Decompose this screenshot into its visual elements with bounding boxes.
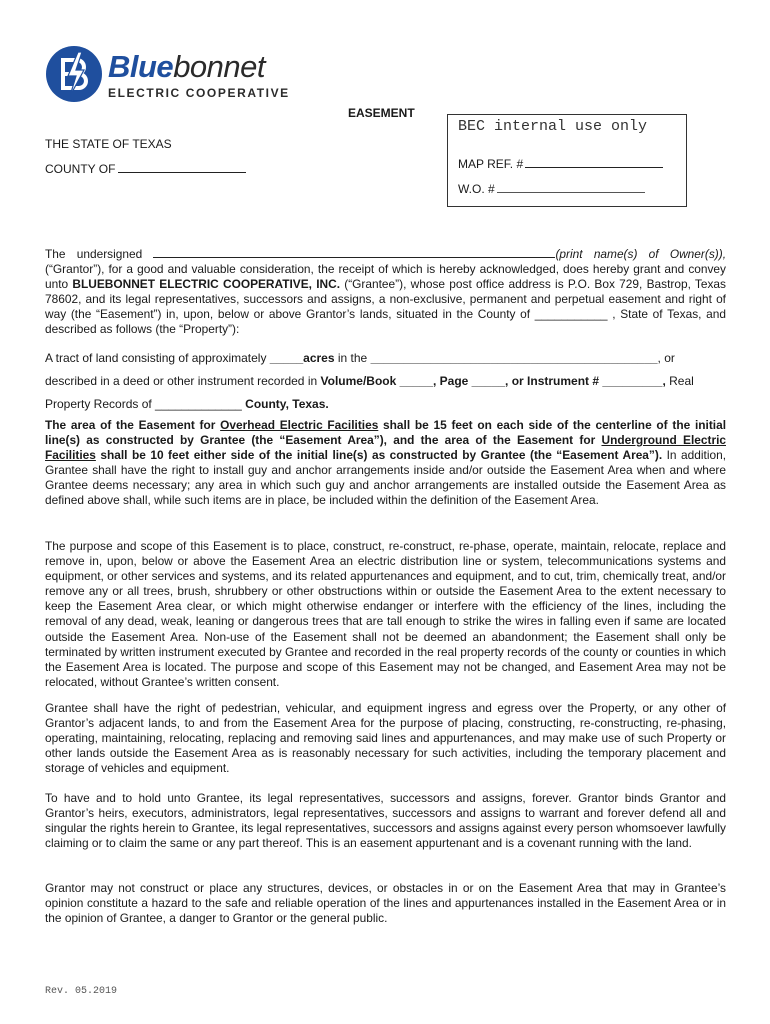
tract-row-acres — [45, 351, 726, 365]
easement-area-text: shall be 15 feet on each side of the centerline of the initial line(s) as constructed by Grantee (the “Easement Area”), and the area of the Easement for — [45, 418, 726, 448]
county-blank-line[interactable] — [118, 160, 246, 173]
grant-text-b: (“Grantee”), whose post office address is P.O. Box 729, Bastrop, Texas 78602, and its legal representatives, successors and assigns, a non-exclusive, permanent and perpetual easement and right of way (the “Easement”) in, upon, below or above Grantor’s lands, situated in the County of — [45, 277, 726, 322]
tract-text: Real — [665, 374, 694, 388]
map-ref-blank-line[interactable] — [525, 155, 663, 168]
easement-area-text: shall be 10 feet either side of the initial line(s) as constructed by Grantee (the “Easement Area”). — [95, 448, 663, 463]
grant-paragraph — [45, 246, 726, 338]
logo-tagline: ELECTRIC COOPERATIVE — [108, 86, 290, 100]
internal-use-title: BEC internal use only — [458, 118, 648, 135]
county-of-blank[interactable]: ___________ — [534, 307, 608, 322]
map-ref-label: MAP REF. # — [458, 157, 524, 171]
tract-text: A tract of land consisting of approximately — [45, 351, 270, 365]
easement-area-paragraph — [45, 418, 726, 509]
easement-area-text: The area of the Easement for — [45, 418, 221, 432]
ingress-egress-paragraph: Grantee shall have the right of pedestrian, vehicular, and equipment ingress and egress over the Property, or any other of Grantor’s adjacent lands, to and from the Easement Area for the purpose of placing, constructing, re-constructing, re-phasing, operating, maintaining, relocating, replacing and removing said lines and appurtenances, and may make use of such Property or other lands outside the Easement Area as is reasonably necessary for such activities, including the temporary placement and storage of vehicles and equipment. — [45, 701, 726, 776]
work-order-field — [458, 181, 645, 196]
owner-name-blank-line[interactable] — [153, 246, 555, 258]
grant-text-a: (“Grantor”), for a good and valuable consideration, the receipt of which is hereby acknowledged, does hereby grant and convey unto — [45, 262, 726, 292]
document-title: EASEMENT — [348, 106, 415, 120]
grant-text-c: , State of Texas, and described as follows (the “Property”): — [45, 307, 726, 337]
tract-row-records — [45, 397, 726, 411]
obstruction-paragraph: Grantor may not construct or place any structures, devices, or obstacles in or on the Easement Area that may in Grantee’s opinion constitute a hazard to the safe and reliable operation of the lines and appurtenances installed in the Easement Area or in the opinion of Grantee, a danger to Grantor or the general public. — [45, 881, 726, 926]
logo-name-bold: Blue — [108, 49, 174, 84]
tract-row-deed — [45, 374, 726, 388]
grantee-name: BLUEBONNET ELECTRIC COOPERATIVE, INC. — [72, 277, 340, 292]
tract-text: Property Records of — [45, 397, 156, 411]
acres-blank[interactable]: _____acres — [269, 351, 335, 365]
county-label: COUNTY OF — [45, 162, 116, 176]
revision-label: Rev. 05.2019 — [45, 986, 118, 997]
work-order-blank-line[interactable] — [497, 181, 645, 193]
records-county-blank[interactable]: _____________ — [155, 397, 242, 411]
overhead-facilities-term: Overhead Electric Facilities — [220, 418, 379, 432]
map-ref-field — [458, 155, 663, 171]
bluebonnet-logo-icon — [44, 44, 104, 104]
logo-name-rest: bonnet — [173, 49, 266, 84]
tract-text: in the — [334, 351, 371, 365]
county-texas-label: County, Texas. — [241, 397, 329, 411]
county-field — [45, 160, 246, 176]
tract-text: , or — [657, 351, 675, 365]
purpose-scope-paragraph: The purpose and scope of this Easement is to place, construct, re-construct, re-phase, operate, maintain, relocate, replace and remove in, upon, below or above the Easement Area an electric distribution line or system, telecommunications systems and equipment, or other services and systems, and its related appurtenances and equipment, and to cut, trim, chemically treat, and/or remove any or all trees, brush, shrubbery or other obstructions within or outside the Easement Area to the extent necessary to keep the Easement Area clear, or which might otherwise endanger or interfere with the efficiency of the lines, including the removal of any dead, weak, leaning or dangerous trees that are tall enough to strike the wires in falling even if same are located outside the Easement Area. Non-use of the Easement shall not be deemed an abandonment; the Easement shall only be terminated by written instrument executed by Grantee and recorded in the real property records of the county or counties in which the Easement Area is located. The purpose and scope of this Easement may not be changed, and Easement Area may not be relocated, without Grantee’s written consent. — [45, 539, 726, 689]
grant-lead: The undersigned — [45, 247, 143, 261]
survey-blank[interactable]: ___________________________________________ — [370, 351, 658, 365]
underground-facilities-term: Underground Electric Facilities — [45, 433, 726, 463]
warranty-paragraph: To have and to hold unto Grantee, its legal representatives, successors and assigns, forever. Grantor binds Grantor and Grantor’s heirs, executors, administrators, legal representatives, successors and assigns to warrant and forever defend all and singular the rights herein to Grantee, its legal representatives, successors and assigns against every person whomsoever lawfully claiming or to claim the same or any part thereof. This is an easement appurtenant and is a covenant running with the land. — [45, 791, 726, 851]
guy-anchor-text: In addition, Grantee shall have the right to install guy and anchor arrangements inside and/or outside the Easement Area when and where Grantee deems necessary; any area in which such guy and anchor arrangements are installed outside the Easement Area as defined above shall, while such items are in place, be included within the definition of the Easement Area. — [45, 448, 726, 508]
state-label: THE STATE OF TEXAS — [45, 137, 172, 151]
work-order-label: W.O. # — [458, 182, 495, 196]
tract-text: described in a deed or other instrument recorded in — [45, 374, 321, 388]
logo-wordmark — [108, 50, 265, 84]
owner-note: (print name(s) of Owner(s)), — [555, 247, 726, 261]
volume-page-instrument-blanks[interactable]: Volume/Book _____, Page _____, or Instrument # _________, — [320, 374, 666, 388]
